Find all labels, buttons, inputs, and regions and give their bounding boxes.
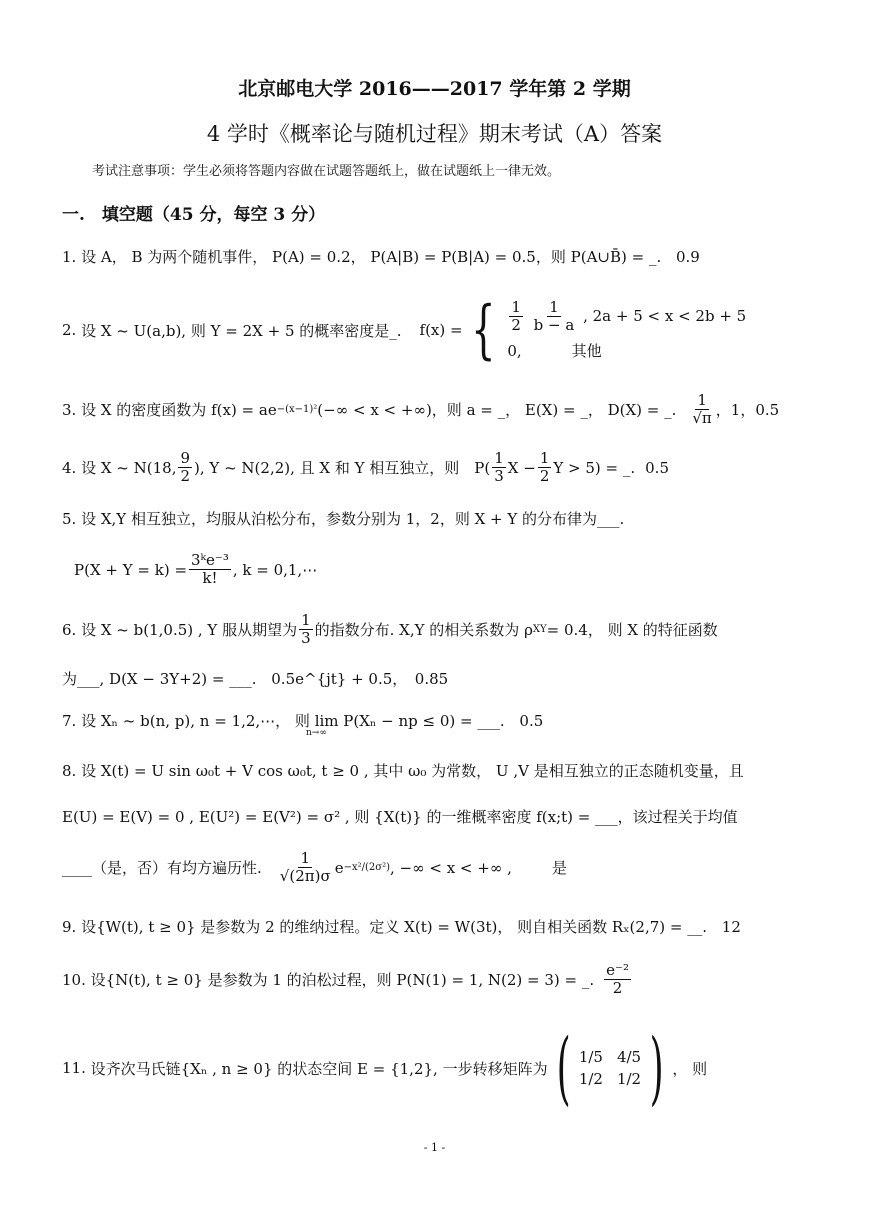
question-text: 设{N(t), t ≥ 0} 是参数为 1 的泊松过程，则 P(N(1) = 1, N(2) = 3) = _.: [90, 971, 595, 990]
question-9: [62, 916, 741, 937]
question-7: [62, 710, 543, 731]
question-number: 3.: [62, 400, 77, 419]
question-text: 设{W(t), t ≥ 0} 是参数为 2 的维纳过程。定义 X(t) = W(3t)， 则自相关函数 Rₓ(2,7) = __.: [81, 918, 707, 936]
answer: 0.5: [519, 712, 544, 730]
answer: 12: [721, 918, 741, 936]
question-text: 设 A， B 为两个随机事件， P(A) = 0.2， P(A|B) = P(B|A) = 0.5，则 P(A∪B̄) = _.: [81, 248, 662, 266]
exam-title: 北京邮电大学 2016——2017 学年第 2 学期: [238, 78, 631, 100]
answer: ，1，0.5: [715, 401, 780, 420]
exam-subtitle: 4 学时《概率论与随机过程》期末考试（A）答案: [206, 122, 663, 146]
question-number: 8.: [62, 762, 77, 780]
question-number: 7.: [62, 712, 77, 730]
section-heading: 一. 填空题（45 分，每空 3 分）: [62, 205, 326, 225]
question-text: 设 Xₙ ~ b(n, p), n = 1,2,⋯， 则 lim P(Xₙ − np ≤ 0) = ___.: [81, 712, 505, 730]
piecewise-answer: { $\frac{1}{2}$ $\frac{1}{b - a}$ , 2a + 5 < x < 2b + 5 0, 其他: [470, 293, 747, 367]
question-number: 2.: [62, 321, 77, 339]
answer-fraction: $\frac{\text{e⁻²}}{2}$: [606, 961, 629, 998]
question-number: 4.: [62, 458, 77, 477]
question-number: 5.: [62, 510, 77, 528]
answer: 0.9: [676, 248, 700, 266]
question-number: 9.: [62, 918, 77, 936]
question-number: 10.: [62, 970, 86, 989]
question-4: 4. 设 X ~ N(18, $\frac{9}{2}$ ), Y ~ N(2,2), 且 X 和 Y 相互独立，则 P( $\frac{1}{3}$ X − $\frac{1}{2}$ Y > 5) = _. 0.5: [62, 449, 669, 486]
question-6: 6. 设 X ~ b(1,0.5) , Y 服从期望为 $\frac{1}{3}$ 的指数分布. X,Y 的相关系数为 ρ XY = 0.4， 则 X 的特征函数: [62, 611, 718, 648]
answer: 0.5e^{jt} + 0.5， 0.85: [271, 670, 449, 688]
question-text: 设 X ~ U(a,b), 则 Y = 2X + 5 的概率密度是_.: [81, 321, 402, 340]
limit-subscript: n→∞: [306, 728, 327, 738]
question-1: [62, 246, 700, 267]
question-number: 1.: [62, 248, 77, 266]
answer: 0.5: [645, 458, 669, 477]
exam-notice: 考试注意事项：学生必须将答题内容做在试题答题纸上，做在试题纸上一律无效。: [92, 164, 561, 179]
answer-prefix: f(x) =: [419, 321, 463, 339]
question-11: 11. 设齐次马氏链{Xₙ , n ≥ 0} 的状态空间 E = {1,2}, 一步转移矩阵为 ( 1/5 4/5 1/2 1/2 ) ， 则: [62, 1021, 708, 1114]
question-3: 3. 设 X 的密度函数为 f(x) = ae −(x−1)² (−∞ < x < +∞)，则 a = _， E(X) = _， D(X) = _. $\frac{1}{√\pi}$ ，1，0.5: [62, 391, 780, 428]
question-5: [62, 508, 624, 529]
question-number: 11.: [62, 1059, 86, 1077]
answer-fraction: $\frac{1}{√\pi}$: [692, 391, 712, 428]
transition-matrix: ( 1/5 4/5 1/2 1/2 ): [556, 1021, 664, 1114]
question-8-line2: E(U) = E(V) = 0 , E(U²) = E(V²) = σ² , 则 {X(t)} 的一维概率密度 f(x;t) = ___，该过程关于均值: [62, 808, 738, 826]
question-text: 设齐次马氏链{Xₙ , n ≥ 0} 的状态空间 E = {1,2}, 一步转移矩阵为: [90, 1059, 548, 1078]
question-number: 6.: [62, 620, 77, 639]
question-text: 设 X,Y 相互独立，均服从泊松分布，参数分别为 1，2，则 X + Y 的分布律为___.: [81, 510, 625, 528]
question-6-line2: 为___, D(X − 3Y+2) = ___. 0.5e^{jt} + 0.5， 0.85: [62, 670, 449, 688]
question-10: [62, 962, 633, 998]
question-8-line3: ____（是，否）有均方遍历性. $\frac{1}{√(2\pi)\sigma}$ e −x²/(2σ²) , −∞ < x < +∞ , 是: [62, 849, 567, 886]
question-5-answer: P(X + Y = k) = $\frac{\text{3ᵏe⁻³}}{k!}$ , k = 0,1,⋯: [74, 551, 318, 588]
page-number: - 1 -: [423, 1141, 446, 1154]
answer: 是: [551, 859, 567, 878]
question-8: 8. 设 X(t) = U sin ω₀t + V cos ω₀t, t ≥ 0 , 其中 ω₀ 为常数， U ,V 是相互独立的正态随机变量，且: [62, 762, 744, 780]
question-2: [62, 293, 747, 367]
